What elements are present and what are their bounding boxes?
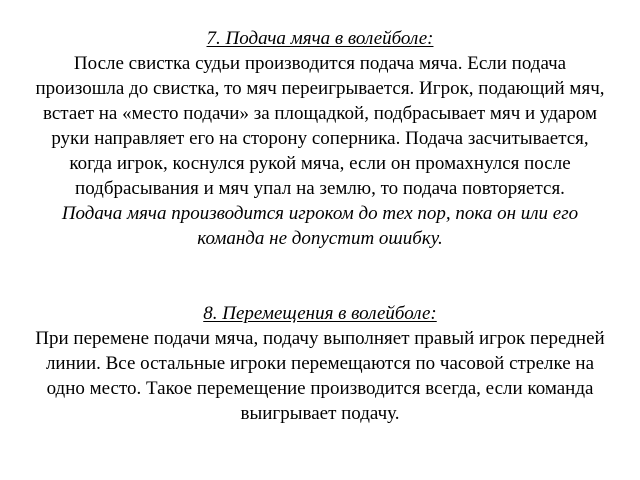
section-7-note: Подача мяча производится игроком до тех пор, пока он или его команда не допустит ошибку. xyxy=(61,203,579,249)
slide-content xyxy=(32,26,608,426)
section-8-heading: 8. Перемещения в волейболе: xyxy=(203,303,437,324)
section-divider-spacer xyxy=(32,251,608,276)
section-8-body: При перемене подачи мяча, подачу выполняет правый игрок передней линии. Все остальные игроки перемещаются по часовой стрелке на одно место. Такое перемещение производится всегда, если команда выигрывает подачу. xyxy=(35,328,605,424)
section-divider-spacer-2 xyxy=(32,276,608,301)
section-7-heading: 7. Подача мяча в волейболе: xyxy=(206,28,434,49)
section-7-body: После свистка судьи производится подача мяча. Если подача произошла до свистка, то мяч переигрывается. Игрок, подающий мяч, встает на «место подачи» за площадкой, подбрасывает мяч и ударом руки направляет его на сторону соперника. Подача засчитывается, когда игрок, коснулся рукой мяча, если он промахнулся после подбрасывания и мяч упал на землю, то подача повторяется. xyxy=(35,53,605,199)
